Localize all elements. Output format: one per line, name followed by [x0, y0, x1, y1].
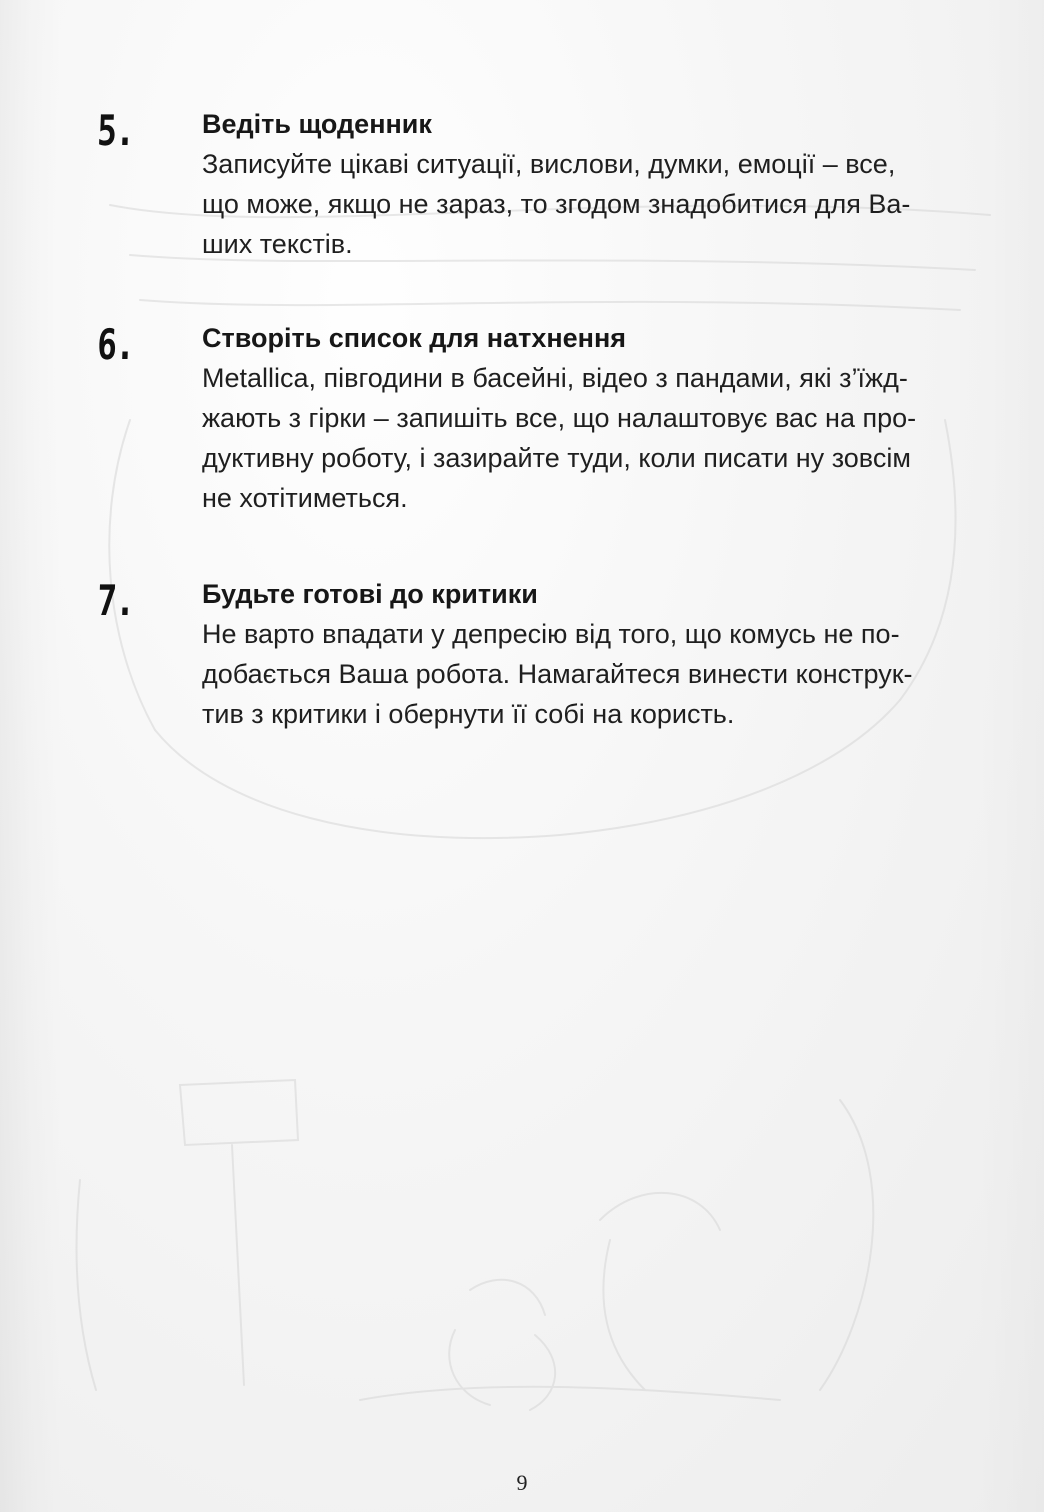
tip-number: 5. — [96, 106, 135, 155]
tip-title: Ведіть щоденник — [202, 109, 432, 139]
tip-number: 6. — [96, 320, 135, 369]
tip-content — [202, 574, 982, 734]
tip-text: Не варто впадати у депресію від того, що комусь не по- добається Ваша робота. Намагайтеся винести конструк- тив з критики і обернути її собі на користь. — [202, 619, 913, 729]
tip-5 — [98, 104, 978, 264]
tip-title: Будьте готові до критики — [202, 579, 538, 609]
tip-text: Записуйте цікаві ситуації, вислови, думки, емоції – все, що може, якщо не зараз, то згодом знадобитися для Ва- ших текстів. — [202, 149, 911, 259]
tip-content — [202, 318, 982, 518]
tip-7 — [98, 574, 978, 744]
tip-title: Створіть список для натхнення — [202, 323, 627, 353]
tip-content — [202, 104, 982, 264]
tip-number: 7. — [96, 576, 135, 625]
page-number: 9 — [516, 1470, 528, 1495]
tip-6 — [98, 318, 978, 528]
tip-text: Metallica, півгодини в басейні, відео з пандами, які з’їжд- жають з гірки – запишіть все, що налаштовує вас на про- дуктивну роботу, і зазирайте туди, коли писати ну зовсім не хотітиметься. — [202, 363, 917, 513]
